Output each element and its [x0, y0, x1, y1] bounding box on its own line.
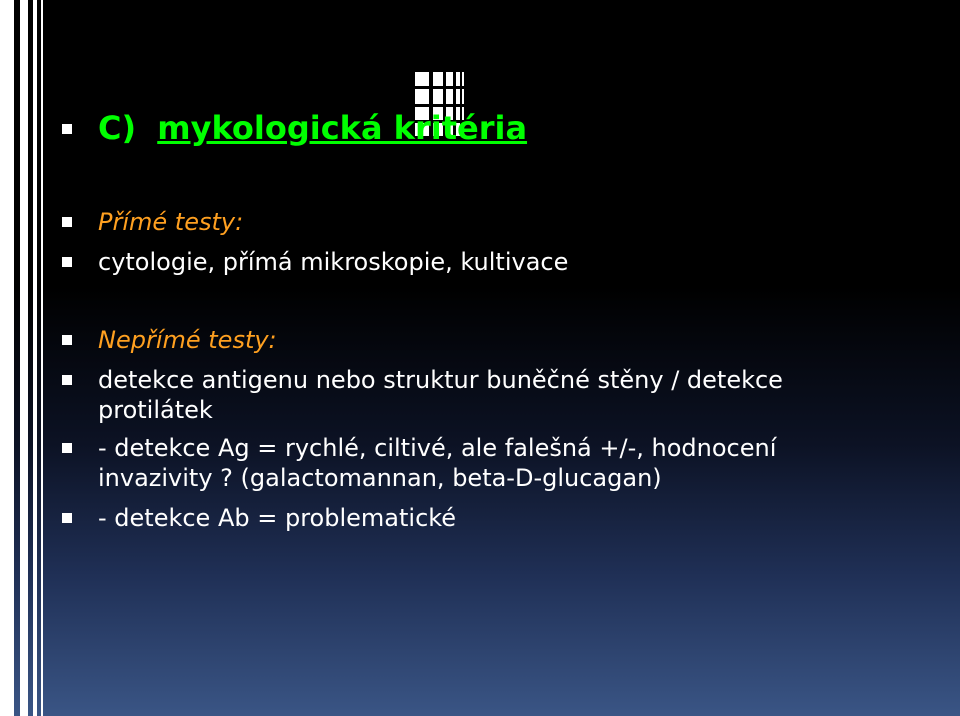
item-text: cytologie, přímá mikroskopie, kultivace — [98, 248, 569, 276]
subheading-direct-tests: Přímé testy: — [98, 208, 244, 236]
item-text: - detekce Ab = problematické — [98, 504, 457, 532]
item-text-line2: invazivity ? (galactomannan, beta-D-glucagan) — [98, 464, 662, 492]
item-text-line1: detekce antigenu nebo struktur buněčné stěny / detekce — [98, 366, 783, 394]
slide-title — [98, 110, 527, 146]
bullet-square-icon — [62, 217, 72, 227]
title-words: mykologická kritéria — [157, 109, 528, 147]
bullet-square-icon — [62, 257, 72, 267]
item-text-line1: - detekce Ag = rychlé, ciltivé, ale falešná +/-, hodnocení — [98, 434, 777, 462]
item-text-line2: protilátek — [98, 396, 213, 424]
bullet-square-icon — [62, 443, 72, 453]
bullet-square-icon — [62, 513, 72, 523]
bullet-square-icon — [62, 375, 72, 385]
bullet-square-icon — [62, 335, 72, 345]
left-decorative-stripes — [0, 0, 48, 716]
title-prefix: C) — [98, 109, 137, 147]
subheading-indirect-tests: Nepřímé testy: — [98, 326, 277, 354]
bullet-square-icon — [62, 124, 72, 134]
